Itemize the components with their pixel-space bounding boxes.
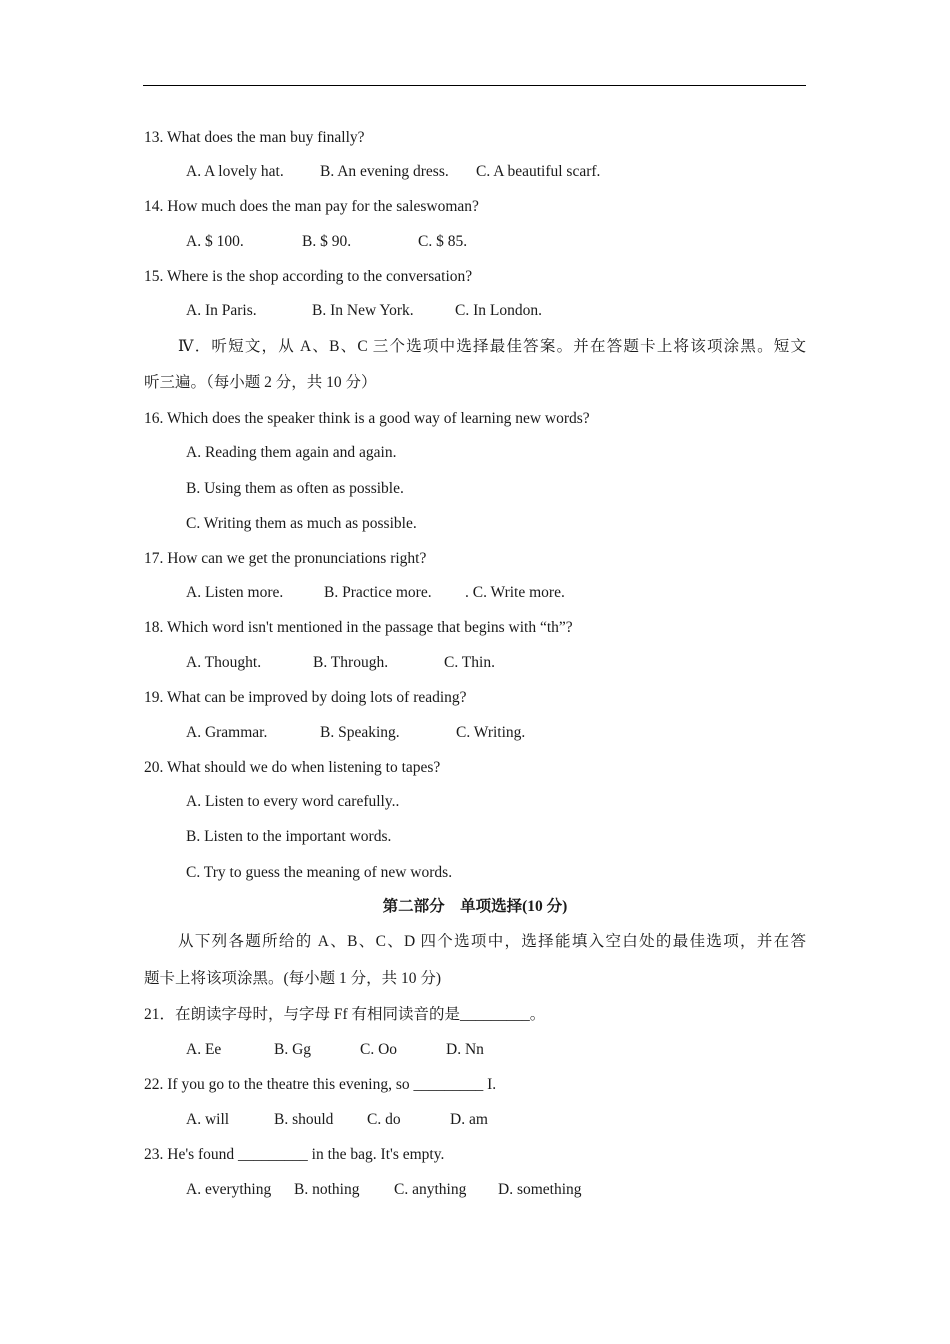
question-13: 13. What does the man buy finally?	[144, 129, 365, 146]
q19-option-b: B. Speaking.	[320, 724, 400, 741]
q16-option-a: A. Reading them again and again.	[186, 444, 397, 461]
q21-option-a: A. Ee	[186, 1041, 222, 1058]
q19-option-c: C. Writing.	[456, 724, 526, 741]
question-20: 20. What should we do when listening to tapes?	[144, 759, 441, 776]
q22-option-c: C. do	[367, 1111, 401, 1128]
part-2-heading: 第二部分 单项选择(10 分)	[382, 898, 568, 915]
q17-option-c: . C. Write more.	[465, 584, 565, 601]
q15-option-c: C. In London.	[455, 302, 542, 319]
q23-option-c: C. anything	[394, 1181, 467, 1198]
section-4-instruction-line2: 听三遍。（每小题 2 分，共 10 分）	[144, 374, 377, 391]
q20-option-a: A. Listen to every word carefully..	[186, 793, 400, 810]
question-14: 14. How much does the man pay for the saleswoman?	[144, 198, 479, 215]
q14-option-c: C. $ 85.	[418, 233, 468, 250]
question-21: 21．在朗读字母时，与字母 Ff 有相同读音的是_________。	[144, 1006, 546, 1023]
q22-option-a: A. will	[186, 1111, 230, 1128]
q23-option-a: A. everything	[186, 1181, 272, 1198]
q14-option-a: A. $ 100.	[186, 233, 244, 250]
part-2-instruction-line1: 从下列各题所给的 A、B、C、D 四个选项中，选择能填入空白处的最佳选项，并在答	[178, 933, 806, 950]
question-23: 23. He's found _________ in the bag. It's empty.	[144, 1146, 445, 1163]
part-2-instruction-line2: 题卡上将该项涂黑。(每小题 1 分，共 10 分)	[144, 970, 442, 987]
header-rule	[143, 85, 806, 86]
q13-option-c: C. A beautiful scarf.	[476, 163, 601, 180]
question-19: 19. What can be improved by doing lots of reading?	[144, 689, 467, 706]
q21-option-b: B. Gg	[274, 1041, 312, 1058]
q21-option-c: C. Oo	[360, 1041, 398, 1058]
q17-option-a: A. Listen more.	[186, 584, 284, 601]
q23-option-b: B. nothing	[294, 1181, 360, 1198]
q22-option-d: D. am	[450, 1111, 488, 1128]
section-4-instruction-line1: Ⅳ．听短文，从 A、B、C 三个选项中选择最佳答案。并在答题卡上将该项涂黑。短文	[178, 338, 806, 355]
question-16: 16. Which does the speaker think is a good way of learning new words?	[144, 410, 590, 427]
q15-option-a: A. In Paris.	[186, 302, 257, 319]
question-15: 15. Where is the shop according to the conversation?	[144, 268, 473, 285]
question-18: 18. Which word isn't mentioned in the passage that begins with “th”?	[144, 619, 573, 636]
q19-option-a: A. Grammar.	[186, 724, 268, 741]
q16-option-b: B. Using them as often as possible.	[186, 480, 404, 497]
q14-option-b: B. $ 90.	[302, 233, 352, 250]
q13-option-a: A. A lovely hat.	[186, 163, 284, 180]
question-17: 17. How can we get the pronunciations right?	[144, 550, 427, 567]
q13-option-b: B. An evening dress.	[320, 163, 449, 180]
question-22: 22. If you go to the theatre this evening, so _________ I.	[144, 1076, 497, 1093]
q18-option-c: C. Thin.	[444, 654, 495, 671]
q18-option-b: B. Through.	[313, 654, 389, 671]
q20-option-c: C. Try to guess the meaning of new words.	[186, 864, 453, 881]
q17-option-b: B. Practice more.	[324, 584, 432, 601]
q20-option-b: B. Listen to the important words.	[186, 828, 392, 845]
q22-option-b: B. should	[274, 1111, 334, 1128]
q23-option-d: D. something	[498, 1181, 582, 1198]
q21-option-d: D. Nn	[446, 1041, 484, 1058]
q18-option-a: A. Thought.	[186, 654, 262, 671]
q15-option-b: B. In New York.	[312, 302, 414, 319]
q16-option-c: C. Writing them as much as possible.	[186, 515, 417, 532]
